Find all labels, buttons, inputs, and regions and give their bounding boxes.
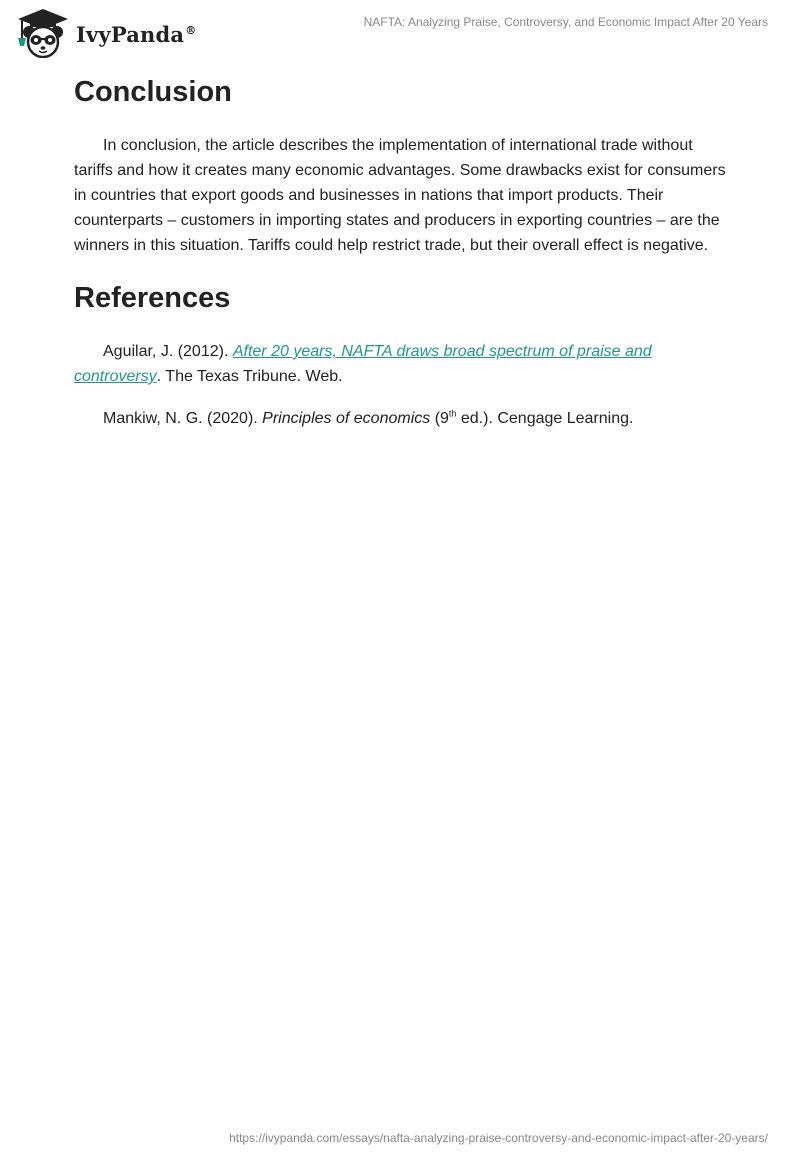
document-body bbox=[74, 70, 730, 431]
reference-edition-ordinal: th bbox=[448, 408, 457, 419]
reference-publisher: ed.). Cengage Learning. bbox=[456, 410, 634, 427]
brand-name: IvyPanda® bbox=[76, 21, 197, 47]
reference-title-link[interactable]: After 20 years, NAFTA draws broad spectrum of praise and controversy bbox=[74, 343, 652, 385]
registered-mark: ® bbox=[185, 23, 197, 37]
conclusion-paragraph: In conclusion, the article describes the implementation of international trade without tariffs and how it creates many economic advantages. Some drawbacks exist for consumers in countries that export goods and businesses in nations that import products. Their counterparts – customers in importing states and producers in exporting countries – are the winners in this situation. Tariffs could help restrict trade, but their overall effect is negative. bbox=[74, 137, 726, 254]
reference-source: . The Texas Tribune. Web. bbox=[156, 368, 343, 385]
conclusion-heading: Conclusion bbox=[74, 76, 232, 108]
footer-source-url[interactable]: https://ivypanda.com/essays/nafta-analyzing-praise-controversy-and-economic-impact-after-20-years/ bbox=[229, 1131, 768, 1145]
reference-title: Principles of economics bbox=[262, 410, 431, 427]
reference-entry bbox=[74, 339, 730, 389]
reference-edition-pre: (9 bbox=[430, 410, 449, 427]
running-header-title: NAFTA: Analyzing Praise, Controversy, and Economic Impact After 20 Years bbox=[363, 15, 768, 29]
panda-graduate-icon bbox=[14, 8, 72, 58]
brand-logo[interactable] bbox=[14, 8, 196, 58]
reference-author-year: Aguilar, J. (2012). bbox=[103, 343, 233, 360]
references-heading: References bbox=[74, 282, 231, 314]
reference-entry bbox=[74, 406, 730, 431]
reference-author-year: Mankiw, N. G. (2020). bbox=[103, 410, 263, 427]
